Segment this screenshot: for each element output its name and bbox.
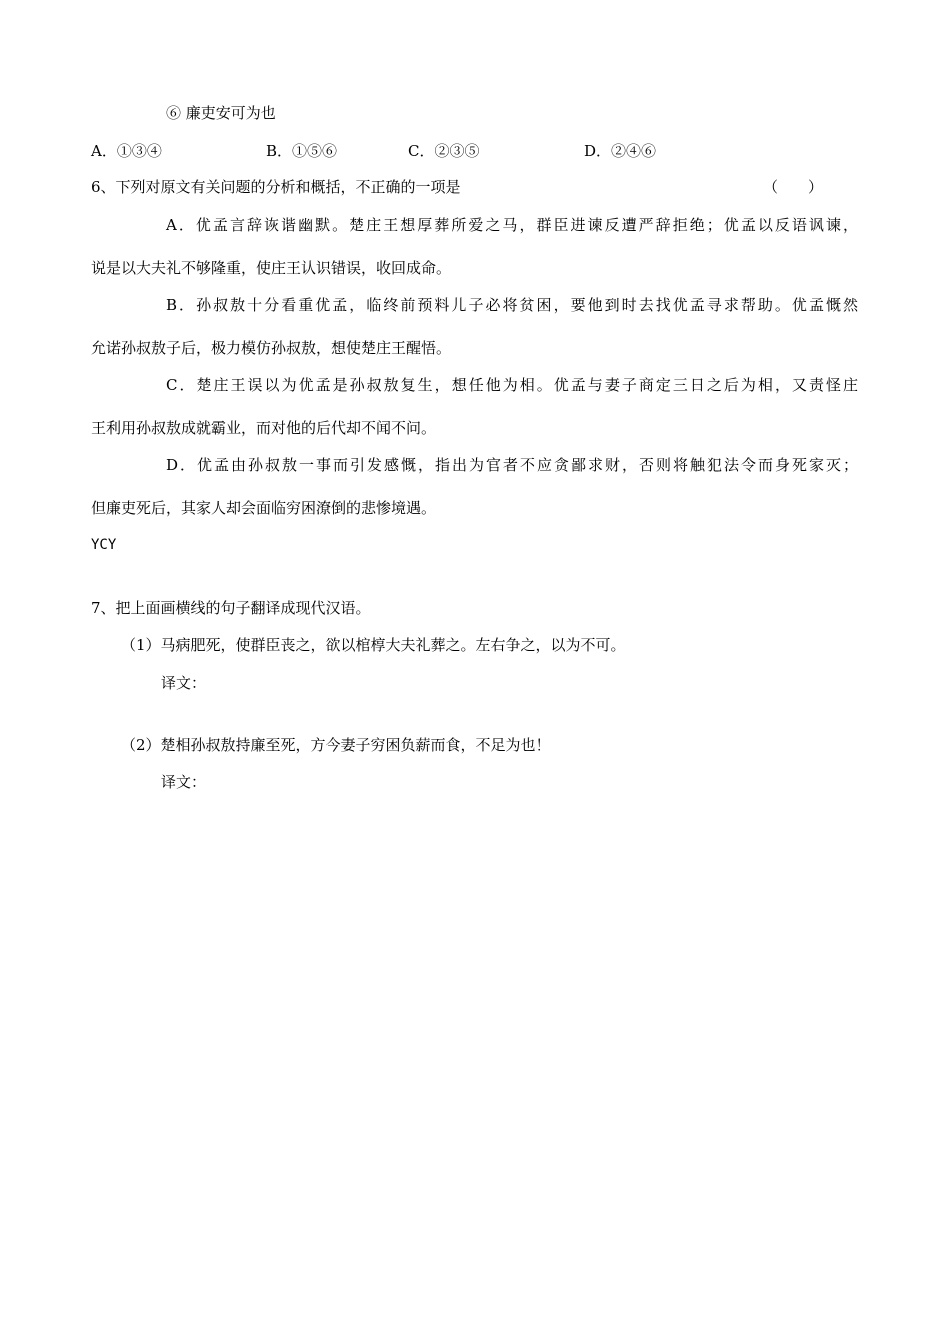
- q5-option-b: B．①⑤⑥: [266, 142, 338, 160]
- q5-item-6: ⑥ 廉吏安可为也: [166, 104, 276, 122]
- q5-option-a: A．①③④: [91, 142, 162, 160]
- q6-choice-c-line2: 王利用孙叔敖成就霸业，而对他的后代却不闻不问。: [91, 419, 437, 437]
- q6-choice-d-line2: 但廉吏死后，其家人却会面临穷困潦倒的悲惨境遇。: [91, 499, 437, 517]
- q5-option-d: D．②④⑥: [584, 142, 657, 160]
- q6-answer-blank: （ ）: [763, 178, 824, 196]
- q6-choice-c-line1: C．楚庄王误以为优孟是孙叔敖复生，想任他为相。优孟与妻子商定三日之后为相，又责怪庄: [166, 376, 858, 394]
- q7-item-2: （2）楚相孙叔敖持廉至死，方今妻子穷困负薪而食，不足为也！: [121, 736, 551, 754]
- q6-choice-a-line1: A．优孟言辞诙谐幽默。楚庄王想厚葬所爱之马，群臣进谏反遭严辞拒绝；优孟以反语讽谏，: [166, 216, 858, 234]
- q6-choice-d-line1: D．优孟由孙叔敖一事而引发感慨，指出为官者不应贪鄙求财，否则将触犯法令而身死家灭；: [166, 456, 858, 474]
- q6-choice-a-line2: 说是以大夫礼不够隆重，使庄王认识错误，收回成命。: [91, 259, 452, 277]
- q5-option-c: C．②③⑤: [408, 142, 480, 160]
- q7-item-2-answer-label: 译文：: [161, 773, 207, 791]
- q7-item-1-answer-label: 译文：: [161, 674, 207, 692]
- q6-choice-b-line2: 允诺孙叔敖子后，极力模仿孙叔敖，想使楚庄王醒悟。: [91, 339, 452, 357]
- q7-stem: 7、把上面画横线的句子翻译成现代汉语。: [91, 599, 371, 617]
- q6-stem: 6、下列对原文有关问题的分析和概括，不正确的一项是: [91, 178, 461, 196]
- q6-choice-b-line1: B．孙叔敖十分看重优孟，临终前预料儿子必将贫困，要他到时去找优孟寻求帮助。优孟慨然: [166, 296, 858, 314]
- q7-item-1: （1）马病肥死，使群臣丧之，欲以棺椁大夫礼葬之。左右争之，以为不可。: [121, 636, 626, 654]
- ycy-mark: YCY: [91, 537, 117, 553]
